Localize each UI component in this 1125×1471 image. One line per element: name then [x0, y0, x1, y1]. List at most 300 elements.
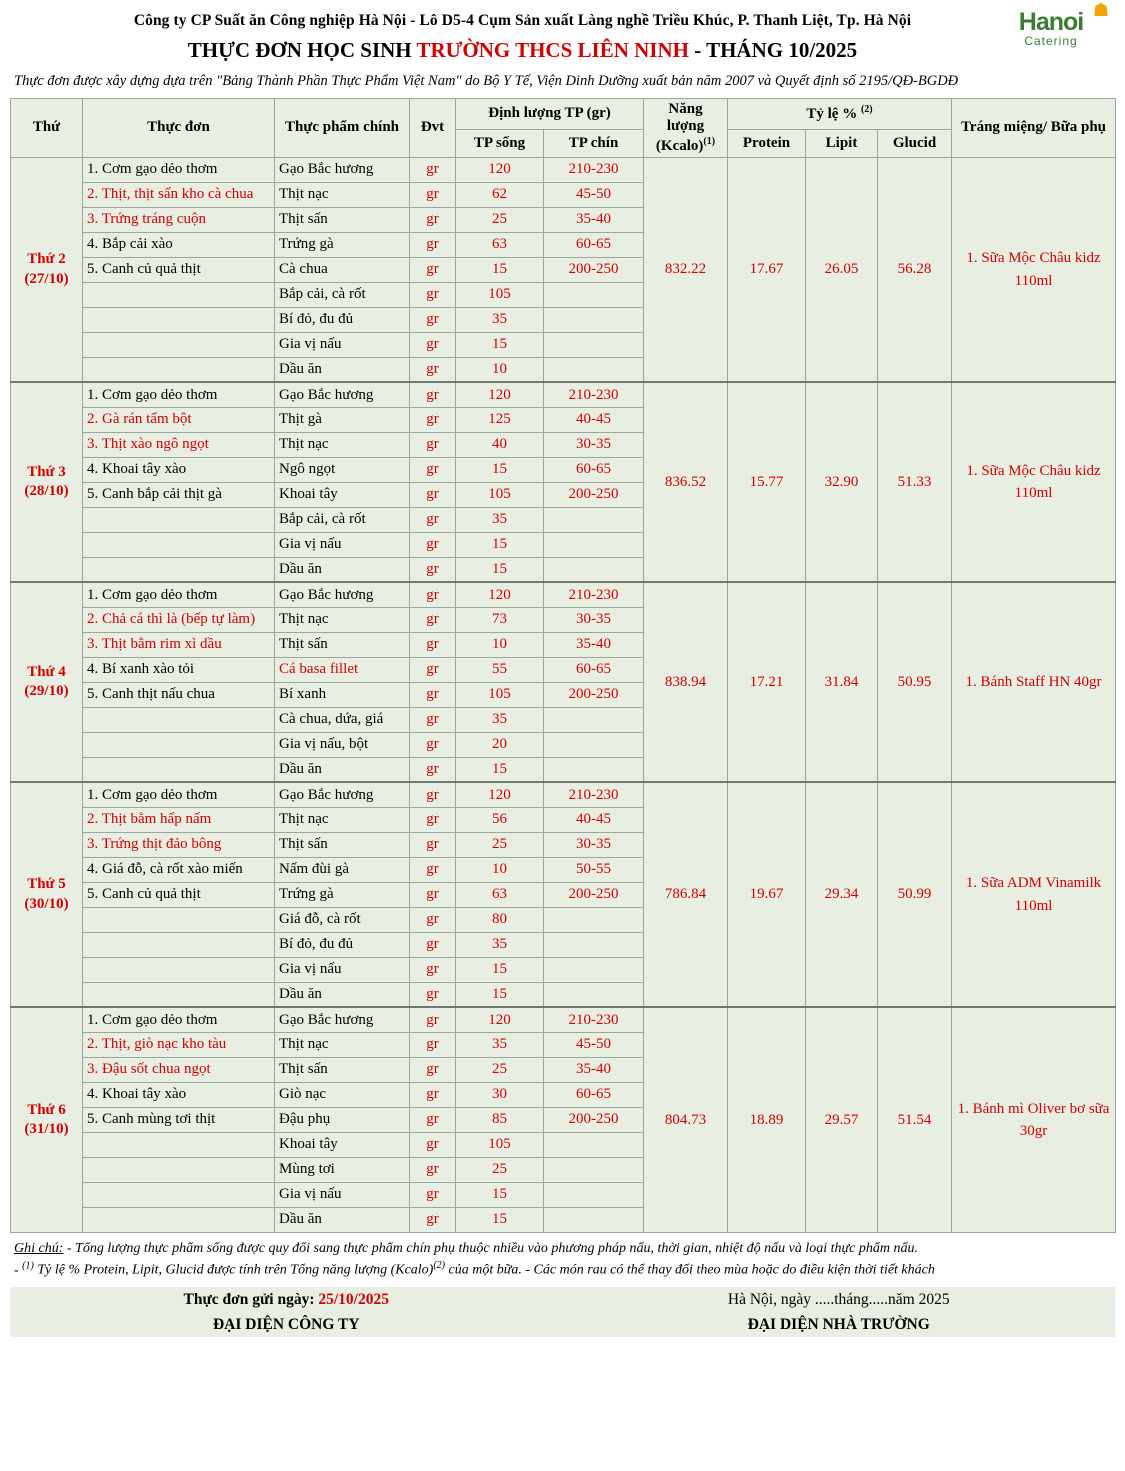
logo-subtext: Catering [1024, 34, 1078, 48]
dessert-cell: 1. Bánh mì Oliver bơ sữa 30gr [952, 1007, 1116, 1232]
cooked-weight [544, 732, 644, 757]
sign-company: ĐẠI DIỆN CÔNG TY [10, 1312, 563, 1337]
logo-wordmark: Hanoi [1018, 8, 1084, 36]
dish-name: 4. Khoai tây xào [83, 1082, 275, 1107]
dish-name [83, 1157, 275, 1182]
main-food: Ngô ngọt [275, 457, 410, 482]
raw-weight: 25 [456, 207, 544, 232]
main-food: Dầu ăn [275, 757, 410, 782]
title-school: TRƯỜNG THCS LIÊN NINH [416, 38, 689, 62]
unit-cell: gr [410, 157, 456, 182]
energy-value: 838.94 [644, 582, 728, 782]
raw-weight: 15 [456, 957, 544, 982]
dish-name [83, 957, 275, 982]
cooked-weight: 60-65 [544, 657, 644, 682]
col-energy-sup: (1) [703, 135, 716, 147]
unit-cell: gr [410, 507, 456, 532]
main-food: Thịt sấn [275, 832, 410, 857]
dish-name [83, 532, 275, 557]
raw-weight: 120 [456, 382, 544, 407]
glucid-value: 50.99 [878, 782, 952, 1007]
raw-weight: 10 [456, 357, 544, 382]
protein-value: 18.89 [728, 1007, 806, 1232]
day-cell [11, 582, 83, 782]
dish-name: 2. Thịt, thịt sấn kho cà chua [83, 182, 275, 207]
main-food: Giá đỗ, cà rốt [275, 907, 410, 932]
unit-cell: gr [410, 182, 456, 207]
day-label: Thứ 2 [27, 251, 66, 267]
unit-cell: gr [410, 457, 456, 482]
col-protein: Protein [728, 129, 806, 157]
col-ratio-sup: (2) [860, 104, 873, 116]
day-label: Thứ 6 [27, 1101, 66, 1118]
protein-value: 19.67 [728, 782, 806, 1007]
unit-cell: gr [410, 1132, 456, 1157]
cooked-weight [544, 1182, 644, 1207]
raw-weight: 25 [456, 832, 544, 857]
cooked-weight [544, 757, 644, 782]
glucid-value: 50.95 [878, 582, 952, 782]
dish-name: 3. Trứng thịt đảo bông [83, 832, 275, 857]
energy-value: 804.73 [644, 1007, 728, 1232]
main-food: Thịt nạc [275, 182, 410, 207]
unit-cell: gr [410, 207, 456, 232]
day-date: (27/10) [24, 270, 69, 287]
day-date: (31/10) [24, 1121, 69, 1137]
cooked-weight: 60-65 [544, 232, 644, 257]
table-body [11, 157, 1116, 1232]
day-cell [11, 382, 83, 582]
main-food: Trứng gà [275, 232, 410, 257]
raw-weight: 15 [456, 257, 544, 282]
day-label: Thứ 4 [27, 663, 66, 680]
dessert-cell: 1. Sữa ADM Vinamilk 110ml [952, 782, 1116, 1007]
main-food: Cà chua [275, 257, 410, 282]
unit-cell: gr [410, 657, 456, 682]
main-food: Gạo Bắc hương [275, 782, 410, 807]
cooked-weight: 60-65 [544, 457, 644, 482]
unit-cell: gr [410, 432, 456, 457]
title-suffix: - THÁNG 10/2025 [688, 38, 858, 62]
dessert-cell: 1. Sữa Mộc Châu kidz 110ml [952, 157, 1116, 382]
main-food: Gạo Bắc hương [275, 1007, 410, 1032]
unit-cell: gr [410, 957, 456, 982]
unit-cell: gr [410, 682, 456, 707]
unit-cell: gr [410, 357, 456, 382]
unit-cell: gr [410, 882, 456, 907]
main-food: Bắp cải, cà rốt [275, 507, 410, 532]
cooked-weight: 200-250 [544, 882, 644, 907]
cooked-weight [544, 982, 644, 1007]
dish-name [83, 282, 275, 307]
main-food: Gạo Bắc hương [275, 582, 410, 607]
lipit-value: 31.84 [806, 582, 878, 782]
col-dessert: Tráng miệng/ Bữa phụ [952, 99, 1116, 158]
menu-table [10, 98, 1116, 1233]
raw-weight: 55 [456, 657, 544, 682]
main-food: Dầu ăn [275, 1207, 410, 1232]
dish-name: 3. Trứng tráng cuộn [83, 207, 275, 232]
unit-cell: gr [410, 757, 456, 782]
day-label: Thứ 3 [27, 463, 66, 480]
unit-cell: gr [410, 557, 456, 582]
dish-name: 5. Canh củ quả thịt [83, 257, 275, 282]
dish-name: 4. Khoai tây xào [83, 457, 275, 482]
main-food: Dầu ăn [275, 982, 410, 1007]
dish-name [83, 1182, 275, 1207]
col-ratio-group [728, 99, 952, 130]
main-food: Giò nạc [275, 1082, 410, 1107]
main-food: Dầu ăn [275, 357, 410, 382]
raw-weight: 35 [456, 707, 544, 732]
unit-cell: gr [410, 807, 456, 832]
signature-table [10, 1287, 1115, 1337]
unit-cell: gr [410, 407, 456, 432]
col-unit: Đvt [410, 99, 456, 158]
day-cell [11, 782, 83, 1007]
dish-name: 2. Thịt bằm hấp nấm [83, 807, 275, 832]
unit-cell: gr [410, 707, 456, 732]
main-food: Mùng tơi [275, 1157, 410, 1182]
cooked-weight [544, 707, 644, 732]
footer-note-line1: - Tổng lượng thực phẩm sống được quy đổi sang thực phẩm chín phụ thuộc nhiều vào phương pháp nấu, thời gian, nhiệt độ nấu và loại thực phẩm nấu. [63, 1240, 918, 1256]
unit-cell: gr [410, 832, 456, 857]
unit-cell: gr [410, 532, 456, 557]
raw-weight: 15 [456, 457, 544, 482]
cooked-weight: 200-250 [544, 1107, 644, 1132]
cooked-weight: 30-35 [544, 607, 644, 632]
col-glucid: Glucid [878, 129, 952, 157]
unit-cell: gr [410, 582, 456, 607]
main-food: Dầu ăn [275, 557, 410, 582]
dish-name [83, 932, 275, 957]
main-food: Thịt sấn [275, 632, 410, 657]
raw-weight: 15 [456, 532, 544, 557]
dish-name: 5. Canh thịt nấu chua [83, 682, 275, 707]
raw-weight: 63 [456, 232, 544, 257]
day-label: Thứ 5 [27, 876, 66, 893]
unit-cell: gr [410, 1057, 456, 1082]
unit-cell: gr [410, 257, 456, 282]
main-food: Cà chua, dứa, giá [275, 707, 410, 732]
cooked-weight: 35-40 [544, 632, 644, 657]
raw-weight: 40 [456, 432, 544, 457]
unit-cell: gr [410, 932, 456, 957]
cooked-weight: 210-230 [544, 582, 644, 607]
unit-cell: gr [410, 1207, 456, 1232]
dish-name: 1. Cơm gạo dẻo thơm [83, 382, 275, 407]
main-food: Gạo Bắc hương [275, 382, 410, 407]
col-main-food: Thực phẩm chính [275, 99, 410, 158]
cooked-weight: 35-40 [544, 1057, 644, 1082]
unit-cell: gr [410, 607, 456, 632]
raw-weight: 25 [456, 1157, 544, 1182]
lipit-value: 32.90 [806, 382, 878, 582]
cooked-weight [544, 1157, 644, 1182]
dish-name [83, 357, 275, 382]
table-row [11, 382, 1116, 407]
cooked-weight: 40-45 [544, 407, 644, 432]
glucid-value: 51.54 [878, 1007, 952, 1232]
raw-weight: 15 [456, 757, 544, 782]
table-row [11, 1007, 1116, 1032]
cooked-weight [544, 957, 644, 982]
cooked-weight [544, 282, 644, 307]
dish-name: 1. Cơm gạo dẻo thơm [83, 1007, 275, 1032]
unit-cell: gr [410, 857, 456, 882]
raw-weight: 80 [456, 907, 544, 932]
main-food: Bí xanh [275, 682, 410, 707]
col-menu: Thực đơn [83, 99, 275, 158]
lipit-value: 29.57 [806, 1007, 878, 1232]
glucid-value: 51.33 [878, 382, 952, 582]
unit-cell: gr [410, 732, 456, 757]
cooked-weight [544, 307, 644, 332]
raw-weight: 10 [456, 632, 544, 657]
raw-weight: 15 [456, 1182, 544, 1207]
main-food: Bí đỏ, đu đủ [275, 932, 410, 957]
cooked-weight: 45-50 [544, 1032, 644, 1057]
col-day: Thứ [11, 99, 83, 158]
main-food: Thịt sấn [275, 207, 410, 232]
dish-name [83, 1207, 275, 1232]
main-food: Khoai tây [275, 482, 410, 507]
dish-name: 2. Thịt, giò nạc kho tàu [83, 1032, 275, 1057]
raw-weight: 20 [456, 732, 544, 757]
unit-cell: gr [410, 1107, 456, 1132]
cooked-weight: 60-65 [544, 1082, 644, 1107]
raw-weight: 30 [456, 1082, 544, 1107]
place-date-cell: Hà Nội, ngày .....tháng.....năm 2025 [563, 1287, 1116, 1312]
raw-weight: 105 [456, 1132, 544, 1157]
col-energy [644, 99, 728, 158]
raw-weight: 15 [456, 1207, 544, 1232]
day-date: (30/10) [24, 895, 69, 912]
dish-name [83, 307, 275, 332]
raw-weight: 15 [456, 557, 544, 582]
dish-name: 1. Cơm gạo dẻo thơm [83, 157, 275, 182]
page-title [10, 32, 1115, 67]
main-food: Thịt nạc [275, 807, 410, 832]
main-food: Gia vị nấu [275, 332, 410, 357]
cooked-weight [544, 532, 644, 557]
cooked-weight: 200-250 [544, 482, 644, 507]
main-food: Thịt nạc [275, 432, 410, 457]
footer-note [10, 1233, 1115, 1283]
main-food: Thịt nạc [275, 1032, 410, 1057]
raw-weight: 120 [456, 782, 544, 807]
raw-weight: 105 [456, 282, 544, 307]
protein-value: 17.21 [728, 582, 806, 782]
energy-value: 786.84 [644, 782, 728, 1007]
energy-value: 836.52 [644, 382, 728, 582]
raw-weight: 120 [456, 1007, 544, 1032]
unit-cell: gr [410, 632, 456, 657]
send-date-value: 25/10/2025 [318, 1290, 389, 1308]
dish-name [83, 907, 275, 932]
hanoi-catering-logo [991, 0, 1111, 66]
dish-name: 2. Gà rán tẩm bột [83, 407, 275, 432]
footer-note-sup: - $^{(1)}$ [14, 1260, 34, 1278]
dish-name [83, 557, 275, 582]
main-food: Cá basa fillet [275, 657, 410, 682]
dish-name: 1. Cơm gạo dẻo thơm [83, 782, 275, 807]
main-food: Gia vị nấu [275, 532, 410, 557]
dish-name: 3. Đậu sốt chua ngọt [83, 1057, 275, 1082]
col-ratio-label: Tỷ lệ % [806, 106, 858, 123]
lipit-value: 26.05 [806, 157, 878, 382]
main-food: Gạo Bắc hương [275, 157, 410, 182]
raw-weight: 15 [456, 332, 544, 357]
col-lipit: Lipit [806, 129, 878, 157]
chef-hat-icon: ☗ [1092, 0, 1109, 20]
sign-school: ĐẠI DIỆN NHÀ TRƯỜNG [563, 1312, 1116, 1337]
dish-name: 2. Chả cá thì là (bếp tự làm) [83, 607, 275, 632]
footer-note-label: Ghi chú: [14, 1240, 64, 1256]
footer-note-line2a: Tỷ lệ % Protein, Lipit, Glucid được tính trên Tổng năng lượng (Kcalo) [37, 1262, 434, 1278]
main-food: Gia vị nấu, bột [275, 732, 410, 757]
energy-value: 832.22 [644, 157, 728, 382]
main-food: Trứng gà [275, 882, 410, 907]
raw-weight: 10 [456, 857, 544, 882]
cooked-weight [544, 507, 644, 532]
cooked-weight: 30-35 [544, 832, 644, 857]
raw-weight: 35 [456, 307, 544, 332]
raw-weight: 105 [456, 482, 544, 507]
dish-name: 5. Canh củ quả thịt [83, 882, 275, 907]
unit-cell: gr [410, 232, 456, 257]
dish-name [83, 1132, 275, 1157]
day-cell [11, 157, 83, 382]
dish-name [83, 757, 275, 782]
dish-name [83, 507, 275, 532]
dish-name: 3. Thịt xào ngô ngọt [83, 432, 275, 457]
cooked-weight: 35-40 [544, 207, 644, 232]
raw-weight: 120 [456, 582, 544, 607]
cooked-weight: 210-230 [544, 782, 644, 807]
table-row [11, 157, 1116, 182]
raw-weight: 105 [456, 682, 544, 707]
main-food: Đậu phụ [275, 1107, 410, 1132]
raw-weight: 35 [456, 1032, 544, 1057]
cooked-weight: 200-250 [544, 682, 644, 707]
raw-weight: 35 [456, 507, 544, 532]
footer-note-line2b: của một bữa. - Các món rau có thể thay đổi theo mùa hoặc do điều kiện thời tiết khách [445, 1262, 935, 1278]
cooked-weight: 40-45 [544, 807, 644, 832]
send-date-cell [10, 1287, 563, 1312]
day-date: (28/10) [24, 483, 69, 500]
raw-weight: 125 [456, 407, 544, 432]
raw-weight: 35 [456, 932, 544, 957]
dish-name: 4. Bí xanh xào tỏi [83, 657, 275, 682]
main-food: Gia vị nấu [275, 1182, 410, 1207]
unit-cell: gr [410, 907, 456, 932]
cooked-weight [544, 907, 644, 932]
company-line: Công ty CP Suất ăn Công nghiệp Hà Nội - Lô D5-4 Cụm Sản xuất Làng nghề Triều Khúc, P. Thanh Liệt, Tp. Hà Nội [133, 12, 912, 29]
unit-cell: gr [410, 1032, 456, 1057]
raw-weight: 85 [456, 1107, 544, 1132]
table-row [11, 782, 1116, 807]
cooked-weight [544, 332, 644, 357]
dessert-cell: 1. Bánh Staff HN 40gr [952, 582, 1116, 782]
cooked-weight: 30-35 [544, 432, 644, 457]
dish-name: 5. Canh mùng tơi thịt [83, 1107, 275, 1132]
protein-value: 15.77 [728, 382, 806, 582]
cooked-weight [544, 557, 644, 582]
unit-cell: gr [410, 1007, 456, 1032]
dish-name: 5. Canh bắp cải thịt gà [83, 482, 275, 507]
raw-weight: 25 [456, 1057, 544, 1082]
main-food: Nấm đùi gà [275, 857, 410, 882]
col-raw: TP sống [456, 129, 544, 157]
main-food: Thịt nạc [275, 607, 410, 632]
glucid-value: 56.28 [878, 157, 952, 382]
cooked-weight [544, 1207, 644, 1232]
unit-cell: gr [410, 382, 456, 407]
dessert-cell: 1. Sữa Mộc Châu kidz 110ml [952, 382, 1116, 582]
cooked-weight [544, 932, 644, 957]
cooked-weight: 50-55 [544, 857, 644, 882]
standard-note: Thực đơn được xây dựng dựa trên "Bảng Thành Phần Thực Phẩm Việt Nam" do Bộ Y Tế, Viện Dinh Dưỡng xuất bản năm 2007 và Quyết định số 2195/QĐ-BGDĐ [14, 73, 959, 89]
cooked-weight: 210-230 [544, 157, 644, 182]
unit-cell: gr [410, 332, 456, 357]
main-food: Thịt gà [275, 407, 410, 432]
main-food: Bắp cải, cà rốt [275, 282, 410, 307]
dish-name: 3. Thịt bằm rim xì dầu [83, 632, 275, 657]
cooked-weight: 210-230 [544, 1007, 644, 1032]
unit-cell: gr [410, 782, 456, 807]
dish-name [83, 982, 275, 1007]
unit-cell: gr [410, 1082, 456, 1107]
raw-weight: 15 [456, 982, 544, 1007]
main-food: Thịt sấn [275, 1057, 410, 1082]
main-food: Khoai tây [275, 1132, 410, 1157]
dish-name: 4. Bắp cải xào [83, 232, 275, 257]
unit-cell: gr [410, 982, 456, 1007]
main-food: Bí đỏ, đu đủ [275, 307, 410, 332]
dish-name: 1. Cơm gạo dẻo thơm [83, 582, 275, 607]
cooked-weight [544, 357, 644, 382]
col-energy-label: Năng lượng (Kcalo) [655, 101, 705, 154]
table-header [11, 99, 1116, 158]
send-date-label: Thực đơn gửi ngày: [183, 1290, 315, 1308]
raw-weight: 62 [456, 182, 544, 207]
table-row [11, 582, 1116, 607]
col-quantity-group: Định lượng TP (gr) [456, 99, 644, 130]
dish-name [83, 707, 275, 732]
day-date: (29/10) [24, 683, 69, 700]
unit-cell: gr [410, 282, 456, 307]
raw-weight: 73 [456, 607, 544, 632]
lipit-value: 29.34 [806, 782, 878, 1007]
day-cell [11, 1007, 83, 1232]
unit-cell: gr [410, 1182, 456, 1207]
cooked-weight: 210-230 [544, 382, 644, 407]
main-food: Gia vị nấu [275, 957, 410, 982]
cooked-weight: 45-50 [544, 182, 644, 207]
footer-note-sup2: (2) [433, 1260, 446, 1272]
unit-cell: gr [410, 1157, 456, 1182]
raw-weight: 120 [456, 157, 544, 182]
dish-name: 4. Giá đỗ, cà rốt xào miến [83, 857, 275, 882]
protein-value: 17.67 [728, 157, 806, 382]
cooked-weight [544, 1132, 644, 1157]
unit-cell: gr [410, 307, 456, 332]
unit-cell: gr [410, 482, 456, 507]
title-prefix: THỰC ĐƠN HỌC SINH [187, 38, 417, 62]
raw-weight: 56 [456, 807, 544, 832]
cooked-weight: 200-250 [544, 257, 644, 282]
